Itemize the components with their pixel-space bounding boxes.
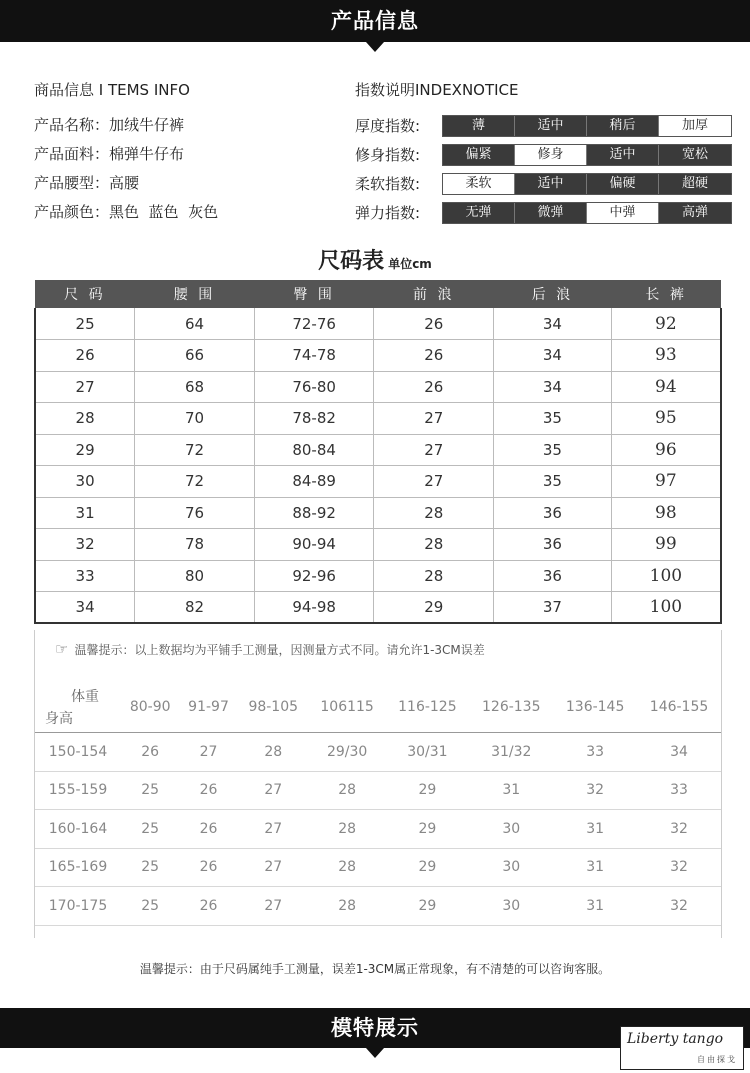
table-cell: 98 [611, 497, 721, 529]
table-cell: 30 [469, 848, 553, 887]
table-cell: 74-78 [254, 340, 374, 372]
table-row [35, 560, 721, 592]
index-row [355, 198, 732, 227]
table-cell: 94-98 [254, 592, 374, 624]
table-row [35, 771, 721, 810]
index-option: 超硬 [659, 174, 731, 194]
table-cell: 100 [611, 560, 721, 592]
height-cell: 155-159 [35, 771, 121, 810]
table-corner [35, 682, 121, 733]
index-option: 微弹 [515, 203, 587, 223]
index-option-selected: 中弹 [587, 203, 659, 223]
index-label: 厚度指数: [355, 117, 421, 135]
product-info-panel [34, 76, 218, 227]
info-label: 产品腰型： [34, 174, 110, 192]
table-cell: 27 [238, 887, 309, 926]
measurement-tip [55, 640, 485, 658]
table-cell: 94 [611, 371, 721, 403]
table-cell: 34 [637, 733, 721, 772]
index-option: 偏硬 [587, 174, 659, 194]
index-option: 薄 [443, 116, 515, 136]
table-cell: 28 [238, 733, 309, 772]
index-scale [442, 115, 732, 137]
table-cell: 29 [385, 848, 469, 887]
product-info-row [34, 198, 218, 227]
table-cell: 31 [553, 848, 637, 887]
table-cell: 92 [611, 308, 721, 340]
table-cell: 34 [494, 340, 612, 372]
table-row [35, 466, 721, 498]
table-row [35, 340, 721, 372]
index-option: 适中 [515, 116, 587, 136]
table-cell: 27 [238, 771, 309, 810]
index-row [355, 140, 732, 169]
table-cell: 33 [553, 733, 637, 772]
table-cell: 72-76 [254, 308, 374, 340]
table-row [35, 592, 721, 624]
table-cell: 68 [135, 371, 255, 403]
table-cell: 29 [35, 434, 135, 466]
table-cell: 37 [494, 592, 612, 624]
size-chart-column-header: 臀 围 [254, 280, 374, 308]
logo-script: Liberty tango [627, 1031, 724, 1047]
measurement-tip-text: 温馨提示：以上数据均为平铺手工测量，因测量方式不同。请允许1-3CM误差 [74, 643, 485, 657]
table-cell: 31 [35, 497, 135, 529]
table-cell: 36 [494, 497, 612, 529]
table-cell: 31 [553, 887, 637, 926]
table-cell: 33 [637, 771, 721, 810]
weight-column-header: 146-155 [637, 682, 721, 733]
table-cell: 96 [611, 434, 721, 466]
table-cell: 72 [135, 466, 255, 498]
weight-column-header: 91-97 [179, 682, 237, 733]
size-chart-table [34, 280, 722, 624]
product-info-row [34, 169, 218, 198]
index-option-selected: 修身 [515, 145, 587, 165]
index-label: 修身指数: [355, 146, 421, 164]
index-option: 无弹 [443, 203, 515, 223]
table-cell: 27 [374, 466, 494, 498]
height-cell: 160-164 [35, 810, 121, 849]
table-cell: 70 [135, 403, 255, 435]
table-cell: 27 [238, 848, 309, 887]
index-option: 适中 [515, 174, 587, 194]
table-cell: 32 [637, 848, 721, 887]
table-cell: 72 [135, 434, 255, 466]
pointing-hand-icon: ☞ [55, 640, 69, 658]
product-info-row [34, 140, 218, 169]
table-cell: 26 [374, 308, 494, 340]
table-cell: 30/31 [385, 733, 469, 772]
size-chart-header-row [35, 280, 721, 308]
table-row [35, 497, 721, 529]
size-chart-column-header: 腰 围 [135, 280, 255, 308]
table-cell: 34 [35, 592, 135, 624]
size-chart-column-header: 前 浪 [374, 280, 494, 308]
table-cell: 36 [494, 560, 612, 592]
table-cell: 29 [385, 810, 469, 849]
table-cell: 27 [35, 371, 135, 403]
table-cell: 31/32 [469, 733, 553, 772]
table-cell: 26 [35, 340, 135, 372]
index-row [355, 169, 732, 198]
weight-column-header: 126-135 [469, 682, 553, 733]
banner-notch [366, 1048, 384, 1058]
weight-column-header: 136-145 [553, 682, 637, 733]
weight-column-header: 116-125 [385, 682, 469, 733]
table-cell: 76-80 [254, 371, 374, 403]
table-cell: 32 [35, 529, 135, 561]
table-cell: 26 [179, 771, 237, 810]
table-cell: 28 [309, 771, 386, 810]
index-option: 偏紧 [443, 145, 515, 165]
table-cell: 76 [135, 497, 255, 529]
size-chart-column-header: 长 裤 [611, 280, 721, 308]
weight-column-header: 98-105 [238, 682, 309, 733]
table-cell: 84-89 [254, 466, 374, 498]
weight-guide-box [34, 630, 722, 938]
table-cell: 27 [179, 733, 237, 772]
footer-tip: 温馨提示：由于尺码属纯手工测量，误差1-3CM属正常现象，有不清楚的可以咨询客服。 [139, 962, 611, 976]
table-cell: 28 [35, 403, 135, 435]
index-scale [442, 202, 732, 224]
index-notice-panel [355, 76, 732, 227]
table-cell: 29 [385, 771, 469, 810]
table-row [35, 810, 721, 849]
table-cell: 28 [374, 560, 494, 592]
brand-logo [620, 1026, 744, 1070]
logo-cn: 自由探戈 [697, 1055, 737, 1064]
index-label: 柔软指数: [355, 175, 421, 193]
table-cell: 25 [121, 810, 179, 849]
table-cell: 31 [553, 810, 637, 849]
weight-column-header: 80-90 [121, 682, 179, 733]
height-cell: 150-154 [35, 733, 121, 772]
table-cell: 82 [135, 592, 255, 624]
table-cell: 34 [494, 308, 612, 340]
index-option: 适中 [587, 145, 659, 165]
table-cell: 26 [374, 340, 494, 372]
info-value: 高腰 [109, 174, 140, 192]
index-scale [442, 144, 732, 166]
banner-title: 模特展示 [331, 1016, 419, 1040]
table-cell: 30 [469, 887, 553, 926]
table-cell: 80 [135, 560, 255, 592]
table-cell: 88-92 [254, 497, 374, 529]
height-cell: 165-169 [35, 848, 121, 887]
table-cell: 30 [469, 810, 553, 849]
size-chart-column-header: 尺 码 [35, 280, 135, 308]
table-row [35, 308, 721, 340]
table-cell: 31 [469, 771, 553, 810]
product-info-row [34, 111, 218, 140]
table-cell: 29 [374, 592, 494, 624]
table-cell: 100 [611, 592, 721, 624]
table-row [35, 403, 721, 435]
height-cell: 170-175 [35, 887, 121, 926]
table-cell: 29 [385, 887, 469, 926]
info-value: 加绒牛仔裤 [109, 116, 185, 134]
table-cell: 35 [494, 466, 612, 498]
index-option: 高弹 [659, 203, 731, 223]
weight-height-table [35, 682, 721, 926]
table-cell: 26 [179, 848, 237, 887]
table-cell: 26 [121, 733, 179, 772]
table-cell: 66 [135, 340, 255, 372]
size-chart-title [0, 244, 750, 275]
table-cell: 34 [494, 371, 612, 403]
table-cell: 78-82 [254, 403, 374, 435]
table-cell: 90-94 [254, 529, 374, 561]
table-cell: 78 [135, 529, 255, 561]
table-cell: 25 [121, 848, 179, 887]
table-row [35, 371, 721, 403]
table-cell: 99 [611, 529, 721, 561]
info-label: 产品面料： [34, 145, 110, 163]
table-cell: 35 [494, 434, 612, 466]
table-cell: 26 [179, 810, 237, 849]
top-section-banner [0, 0, 750, 42]
table-cell: 25 [121, 771, 179, 810]
size-chart-unit: 单位cm [388, 257, 432, 271]
table-cell: 32 [553, 771, 637, 810]
weight-label: 体重 [71, 689, 99, 705]
index-label: 弹力指数: [355, 204, 421, 222]
table-cell: 25 [35, 308, 135, 340]
table-cell: 28 [309, 848, 386, 887]
info-value: 棉弹牛仔布 [109, 145, 185, 163]
info-label: 产品颜色： [34, 203, 110, 221]
table-cell: 64 [135, 308, 255, 340]
weight-column-header: 106115 [309, 682, 386, 733]
table-cell: 35 [494, 403, 612, 435]
table-cell: 97 [611, 466, 721, 498]
table-cell: 33 [35, 560, 135, 592]
table-cell: 28 [309, 887, 386, 926]
table-cell: 32 [637, 887, 721, 926]
weight-header-row [35, 682, 721, 733]
table-cell: 30 [35, 466, 135, 498]
index-option: 稍后 [587, 116, 659, 136]
table-cell: 93 [611, 340, 721, 372]
index-option: 宽松 [659, 145, 731, 165]
table-cell: 26 [179, 887, 237, 926]
info-value: 黑色 蓝色 灰色 [109, 203, 219, 221]
table-cell: 28 [309, 810, 386, 849]
table-cell: 32 [637, 810, 721, 849]
info-label: 产品名称： [34, 116, 110, 134]
table-row [35, 529, 721, 561]
table-cell: 25 [121, 887, 179, 926]
table-row [35, 733, 721, 772]
table-row [35, 848, 721, 887]
index-scale [442, 173, 732, 195]
size-chart-heading: 尺码表 [318, 249, 385, 274]
index-notice-heading: 指数说明INDEXNOTICE [355, 81, 519, 99]
banner-title: 产品信息 [331, 9, 419, 33]
index-option-selected: 柔软 [443, 174, 515, 194]
table-cell: 28 [374, 497, 494, 529]
table-row [35, 434, 721, 466]
table-cell: 36 [494, 529, 612, 561]
height-label: 身高 [45, 711, 73, 727]
table-cell: 28 [374, 529, 494, 561]
index-option-selected: 加厚 [659, 116, 731, 136]
banner-notch [366, 42, 384, 52]
table-cell: 95 [611, 403, 721, 435]
table-cell: 80-84 [254, 434, 374, 466]
table-cell: 27 [238, 810, 309, 849]
product-info-heading: 商品信息 I TEMS INFO [34, 81, 190, 99]
index-row [355, 111, 732, 140]
table-cell: 92-96 [254, 560, 374, 592]
table-cell: 27 [374, 434, 494, 466]
table-cell: 29/30 [309, 733, 386, 772]
table-cell: 26 [374, 371, 494, 403]
size-chart-column-header: 后 浪 [494, 280, 612, 308]
table-row [35, 887, 721, 926]
table-cell: 27 [374, 403, 494, 435]
